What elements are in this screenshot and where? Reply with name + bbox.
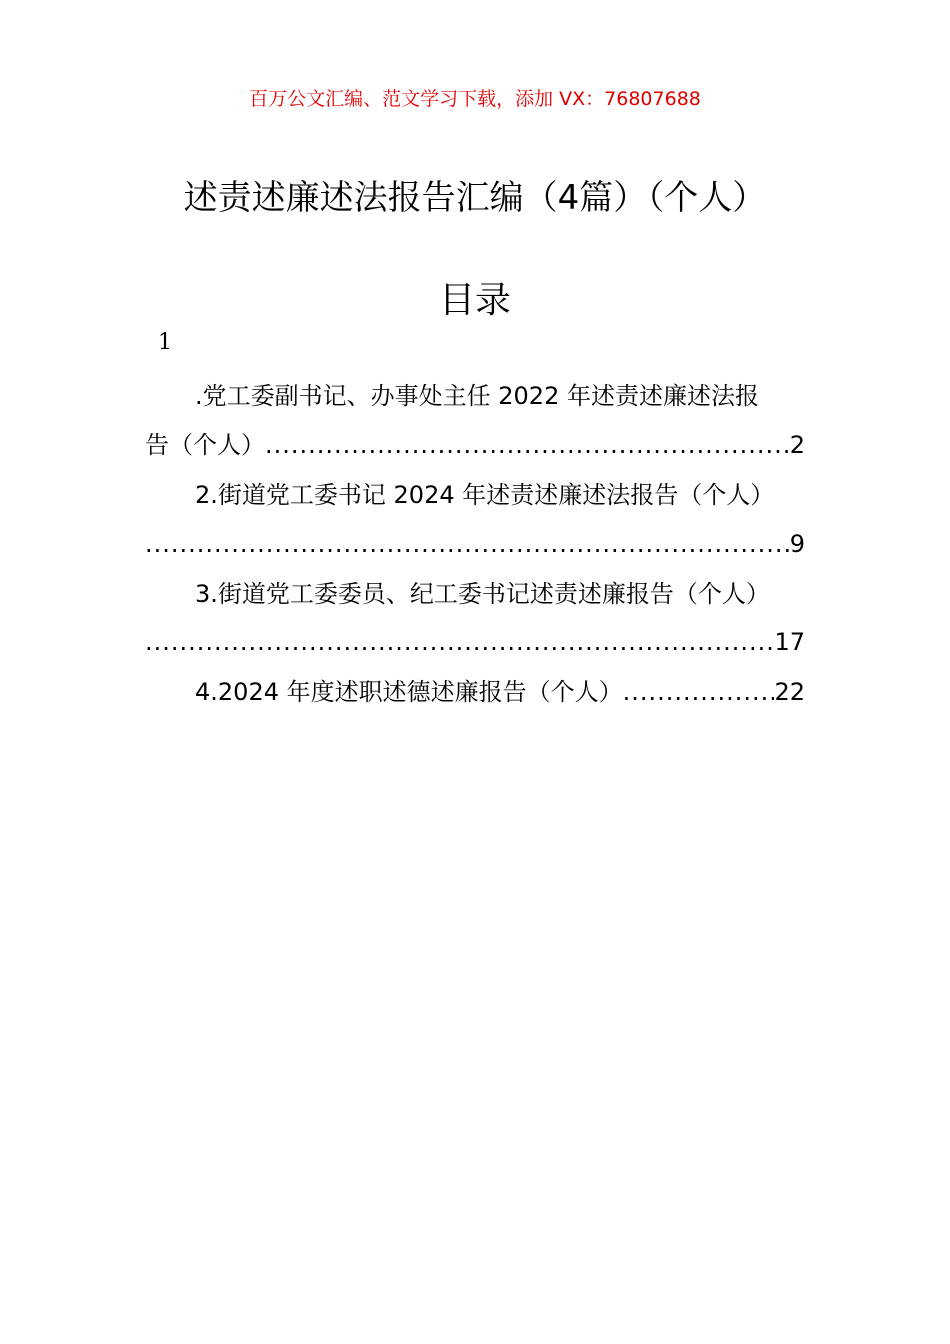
toc-entry-4-title: 4.2024 年度述职述德述廉报告（个人） (195, 678, 623, 706)
toc-entry-2-title: 2.街道党工委书记 2024 年述责述廉述法报告（个人） (195, 481, 775, 509)
toc-entry-4-page: 22 (774, 678, 805, 706)
document-title: 述责述廉述法报告汇编（4篇）（个人） (183, 178, 767, 218)
toc-leader-dots (623, 677, 775, 707)
toc-leader-dots (265, 430, 790, 460)
toc-entry-1-line-2[interactable] (145, 430, 805, 460)
toc-number-marker: 1 (158, 330, 172, 355)
toc-entry-4[interactable] (145, 677, 805, 707)
header-banner: 百万公文汇编、范文学习下载，添加 VX：76807688 (249, 88, 701, 110)
toc-heading: 目录 (438, 280, 511, 321)
toc-entry-1-title: .党工委副书记、办事处主任 2022 年述责述廉述法报 (195, 382, 759, 410)
toc-entry-3-page: 17 (774, 628, 805, 656)
toc-entry-1-line-1[interactable] (145, 381, 805, 411)
toc-entry-3-line-2[interactable] (145, 627, 805, 657)
toc-entry-1-title-cont: 告（个人） (145, 431, 265, 459)
toc-entry-2-page: 9 (789, 530, 805, 558)
toc-entry-2-line-2[interactable] (145, 529, 805, 559)
toc-entry-3-line-1[interactable] (145, 579, 805, 609)
toc-entry-3-title: 3.街道党工委委员、纪工委书记述责述廉报告（个人） (195, 580, 770, 608)
toc-leader-dots (145, 627, 774, 657)
toc-entry-2-line-1[interactable] (145, 480, 805, 510)
toc-leader-dots (145, 529, 790, 559)
toc-entry-1-page: 2 (789, 431, 805, 459)
